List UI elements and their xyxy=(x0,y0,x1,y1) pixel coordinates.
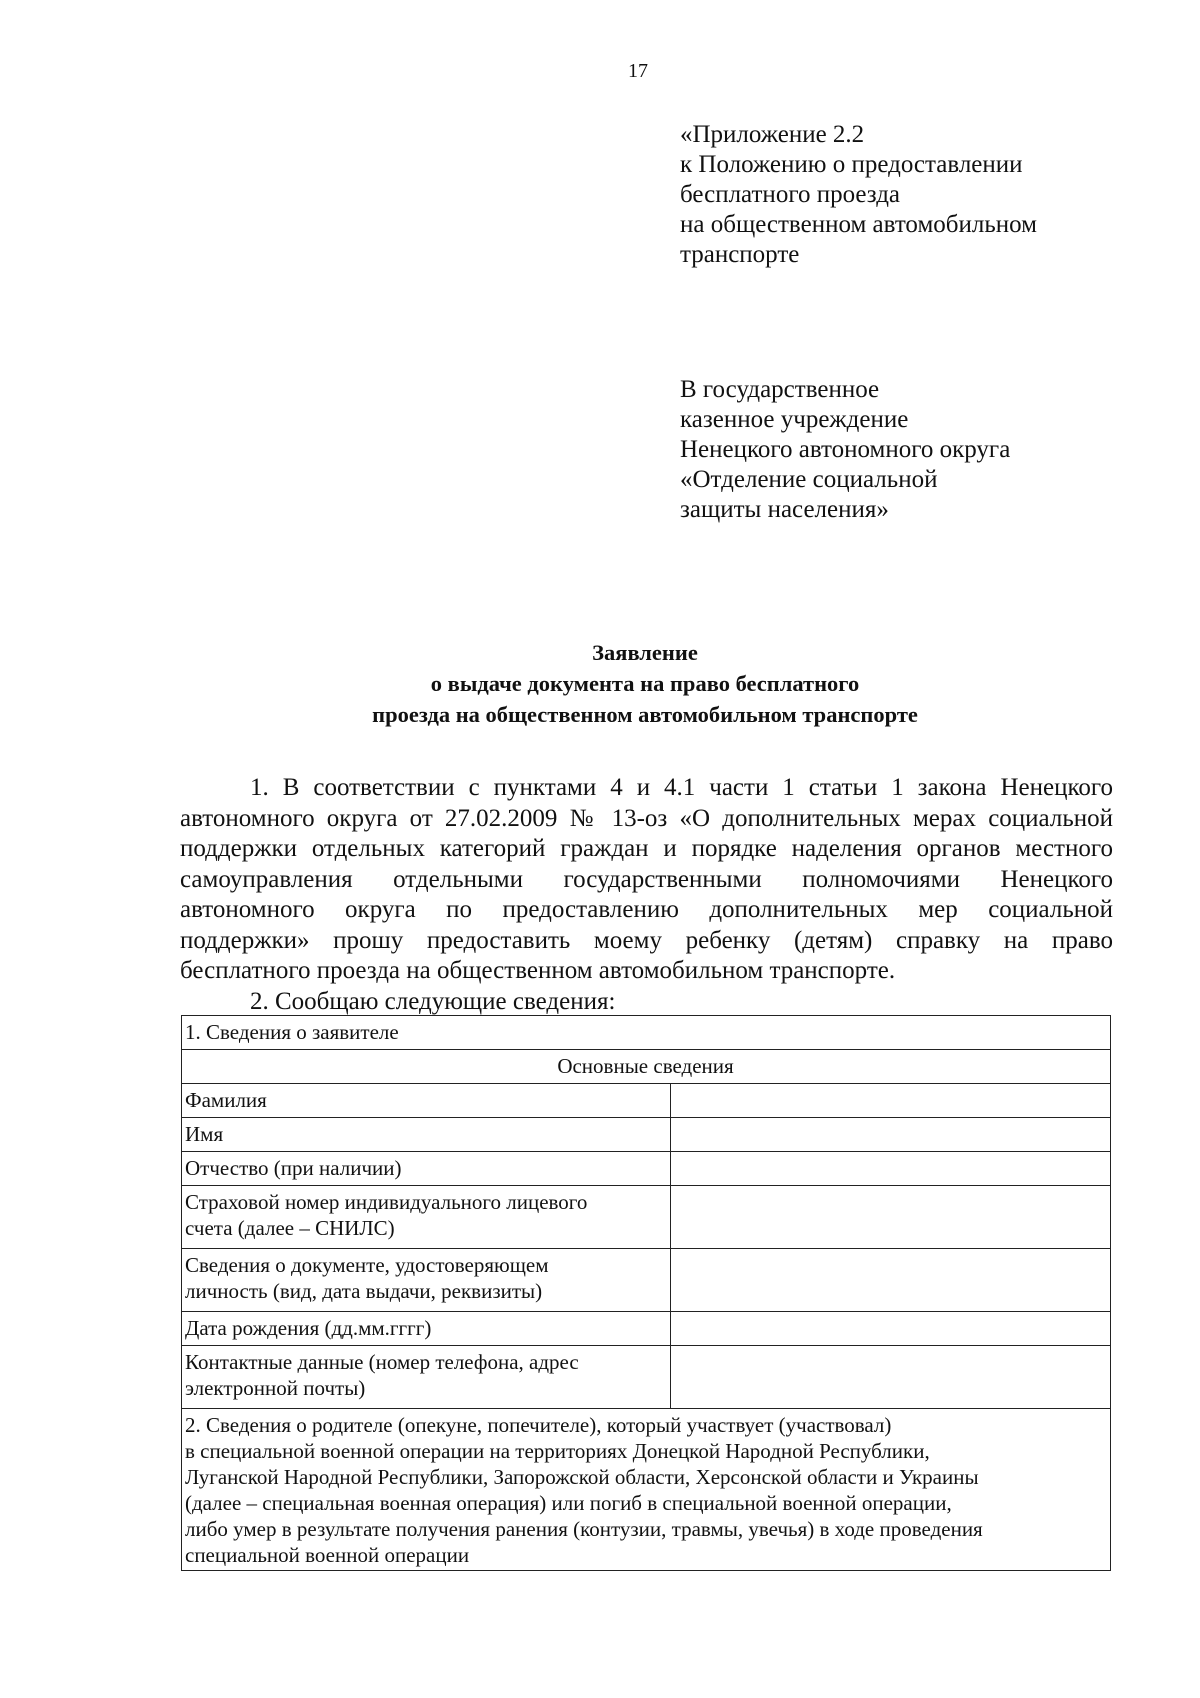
paragraph-line: поддержки» прошу предоставить моему ребенку (детям) справку на право xyxy=(180,926,1113,954)
paragraph-line: самоуправления отдельными государственными полномочиями Ненецкого xyxy=(180,865,1113,893)
appendix-line: транспорте xyxy=(680,241,800,268)
appendix-line: бесплатного проезда xyxy=(680,181,901,208)
table-row xyxy=(182,1346,1111,1409)
label-line: Страховой номер индивидуального лицевого xyxy=(185,1190,588,1214)
section-2-line: в специальной военной операции на территориях Донецкой Народной Республики, xyxy=(185,1439,930,1463)
field-label-contacts xyxy=(182,1346,671,1409)
field-label-surname: Фамилия xyxy=(182,1084,671,1118)
table-row xyxy=(182,1249,1111,1312)
field-label-snils xyxy=(182,1186,671,1249)
field-label-identity-document xyxy=(182,1249,671,1312)
table-row xyxy=(182,1409,1111,1571)
field-value-contacts[interactable] xyxy=(670,1346,1110,1409)
paragraph-line: автономного округа от 27.02.2009 № 13-оз «О дополнительных мерах социальной xyxy=(180,804,1113,832)
table-row xyxy=(182,1050,1111,1084)
table-row xyxy=(182,1152,1111,1186)
label-line: личность (вид, дата выдачи, реквизиты) xyxy=(185,1279,543,1303)
field-value-identity-document[interactable] xyxy=(670,1249,1110,1312)
field-value-birth-date[interactable] xyxy=(670,1312,1110,1346)
addressee-line: защиты населения» xyxy=(680,496,889,523)
title-line: Заявление xyxy=(592,640,698,665)
appendix-line: к Положению о предоставлении xyxy=(680,151,1023,178)
section-2-line: (далее – специальная военная операция) или погиб в специальной военной операции, xyxy=(185,1491,952,1515)
field-value-name[interactable] xyxy=(670,1118,1110,1152)
table-row xyxy=(182,1186,1111,1249)
section-2-line: 2. Сведения о родителе (опекуне, попечителе), который участвует (участвовал) xyxy=(185,1413,892,1437)
section-2-line: Луганской Народной Республики, Запорожской области, Херсонской области и Украины xyxy=(185,1465,979,1489)
addressee-line: казенное учреждение xyxy=(680,406,909,433)
field-label-birth-date: Дата рождения (дд.мм.гггг) xyxy=(182,1312,671,1346)
paragraph-line: 1. В соответствии с пунктами 4 и 4.1 части 1 статьи 1 закона Ненецкого xyxy=(250,774,1113,801)
page-number: 17 xyxy=(628,60,648,82)
table-row xyxy=(182,1084,1111,1118)
field-label-name: Имя xyxy=(182,1118,671,1152)
field-value-patronymic[interactable] xyxy=(670,1152,1110,1186)
title-line: проезда на общественном автомобильном транспорте xyxy=(372,702,918,727)
label-line: электронной почты) xyxy=(185,1376,366,1400)
appendix-line: на общественном автомобильном xyxy=(680,211,1037,238)
section-2-line: либо умер в результате получения ранения (контузии, травмы, увечья) в ходе проведения xyxy=(185,1517,983,1541)
title-line: о выдаче документа на право бесплатного xyxy=(430,671,860,696)
field-value-surname[interactable] xyxy=(670,1084,1110,1118)
application-body xyxy=(180,773,1113,1017)
paragraph-line: бесплатного проезда на общественном автомобильном транспорте. xyxy=(180,957,896,984)
paragraph-line: поддержки отдельных категорий граждан и порядке наделения органов местного xyxy=(180,835,1113,862)
appendix-line: «Приложение 2.2 xyxy=(680,121,865,148)
field-label-patronymic: Отчество (при наличии) xyxy=(182,1152,671,1186)
section-2-line: специальной военной операции xyxy=(185,1543,470,1567)
table-row xyxy=(182,1118,1111,1152)
applicant-info-table xyxy=(181,1015,1111,1571)
addressee-line: В государственное xyxy=(680,376,880,403)
label-line: Контактные данные (номер телефона, адрес xyxy=(185,1350,579,1374)
paragraph-2: 2. Сообщаю следующие сведения: xyxy=(250,987,616,1015)
document-title xyxy=(0,637,1200,730)
addressee-block xyxy=(680,375,1010,525)
section-subheader: Основные сведения xyxy=(182,1050,1111,1084)
table-row xyxy=(182,1312,1111,1346)
field-value-snils[interactable] xyxy=(670,1186,1110,1249)
label-line: счета (далее – СНИЛС) xyxy=(185,1216,395,1240)
appendix-note xyxy=(680,120,1037,270)
addressee-line: «Отделение социальной xyxy=(680,466,938,493)
section-1-title: 1. Сведения о заявителе xyxy=(182,1016,1111,1050)
table-row xyxy=(182,1016,1111,1050)
addressee-line: Ненецкого автономного округа xyxy=(680,436,1011,463)
paragraph-line: автономного округа по предоставлению дополнительных мер социальной xyxy=(180,896,1113,923)
label-line: Сведения о документе, удостоверяющем xyxy=(185,1253,549,1277)
section-2-title xyxy=(182,1409,1111,1571)
